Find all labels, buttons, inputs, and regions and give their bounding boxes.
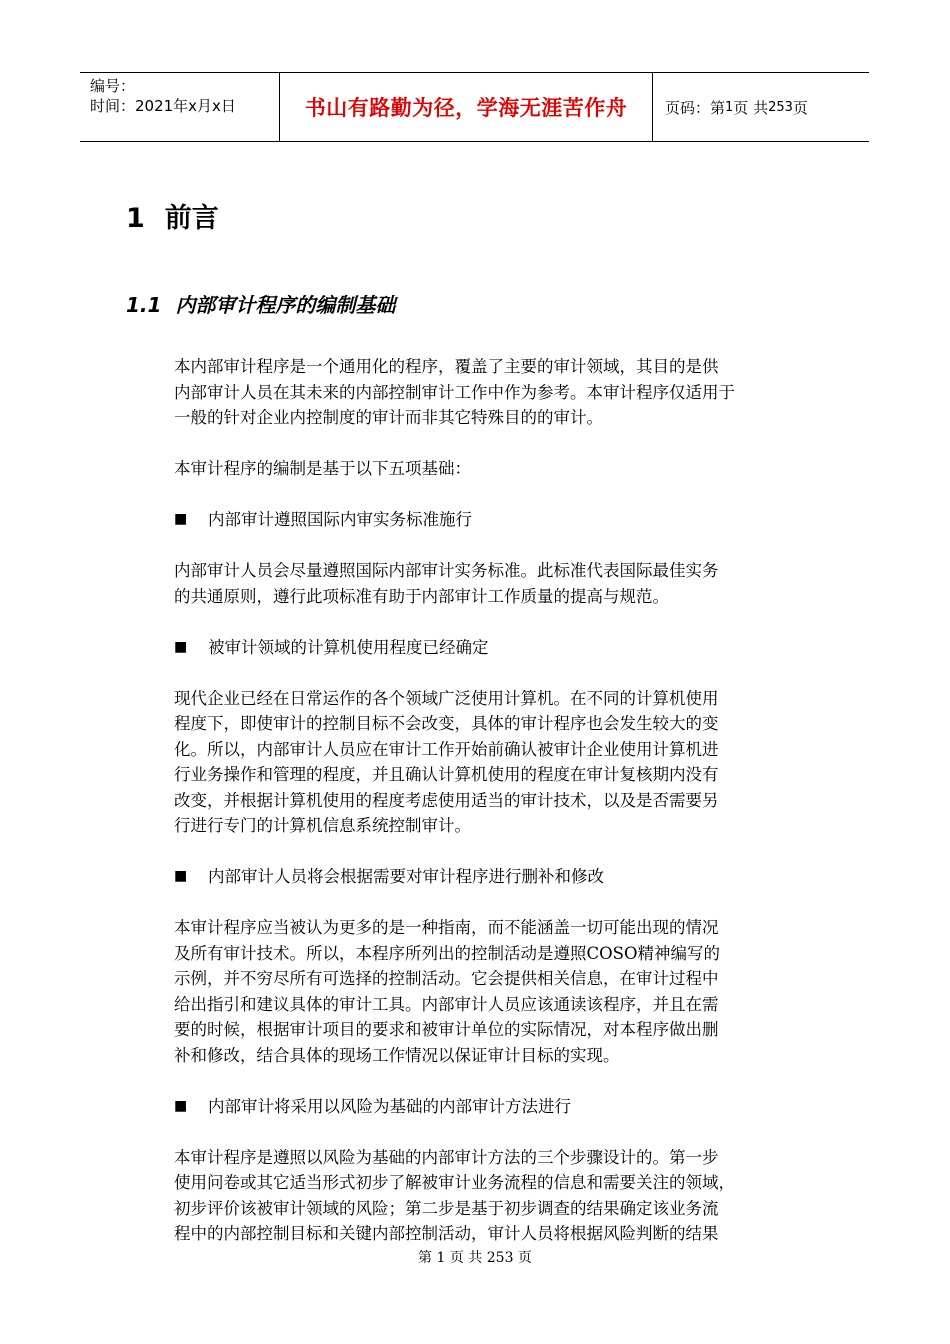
paragraph-risk xyxy=(174,1145,824,1247)
subsection-title: 内部审计程序的编制基础 xyxy=(175,293,396,317)
bullet-text: 内部审计遵照国际内审实务标准施行 xyxy=(208,510,472,529)
text-line: 程度下，即使审计的控制目标不会改变，具体的审计程序也会发生较大的变 xyxy=(174,714,719,733)
subsection-heading xyxy=(126,289,395,318)
page-label-prefix: 页码：第 xyxy=(665,98,726,117)
text-line: 内部审计人员会尽量遵照国际内部审计实务标准。此标准代表国际最佳实务 xyxy=(174,561,719,580)
header-page-info xyxy=(653,73,869,141)
header-motto: 书山有路勤为径，学海无涯苦作舟 xyxy=(280,73,653,141)
bullet-square-icon: ■ xyxy=(174,868,188,884)
paragraph-computer xyxy=(174,686,824,839)
text-line: 内部审计人员在其未来的内部控制审计工作中作为参考。本审计程序仅适用于 xyxy=(174,382,735,402)
number-label: 编号： xyxy=(90,77,136,95)
bullet-square-icon: ■ xyxy=(174,1097,188,1114)
section-title: 前言 xyxy=(164,203,219,234)
text-line: 本审计程序是遵照以风险为基础的内部审计方法的三个步骤设计的。第一步 xyxy=(174,1147,719,1167)
bullet-square-icon: ■ xyxy=(174,511,188,527)
text-line: 要的时候，根据审计项目的要求和被审计单位的实际情况，对本程序做出删 xyxy=(174,1020,719,1039)
body-content xyxy=(174,354,824,1247)
section-number: 1 xyxy=(126,203,145,234)
paragraph-basis: 本审计程序的编制是基于以下五项基础： xyxy=(174,459,471,478)
text-line: 程中的内部控制目标和关键内部控制活动，审计人员将根据风险判断的结果 xyxy=(174,1224,719,1243)
page-total: 253 xyxy=(768,99,793,115)
paragraph-intro xyxy=(174,354,824,431)
bullet-item-3 xyxy=(174,864,824,890)
page-header xyxy=(80,72,869,142)
text-line: 化。所以，内部审计人员应在审计工作开始前确认被审计企业使用计算机进 xyxy=(174,739,719,759)
text-line: 给出指引和建议具体的审计工具。内部审计人员应该通读该程序，并且在需 xyxy=(174,994,719,1014)
bullet-item-1 xyxy=(174,507,824,533)
text-line: 一般的针对企业内控制度的审计而非其它特殊目的的审计。 xyxy=(174,408,603,427)
text-line: 现代企业已经在日常运作的各个领域广泛使用计算机。在不同的计算机使用 xyxy=(174,688,719,708)
page-current: 1 xyxy=(725,99,734,115)
text-line: 初步评价该被审计领域的风险；第二步是基于初步调查的结果确定该业务流 xyxy=(174,1198,719,1218)
bullet-text: 内部审计将采用以风险为基础的内部审计方法进行 xyxy=(208,1096,571,1116)
page-label-suffix: 页 xyxy=(792,98,808,117)
text-line: 及所有审计技术。所以，本程序所列出的控制活动是遵照COSO精神编写的 xyxy=(174,943,720,963)
text-line: 改变，并根据计算机使用的程度考虑使用适当的审计技术，以及是否需要另 xyxy=(174,790,719,810)
page-label-mid: 页 共 xyxy=(733,98,769,117)
text-line: 示例，并不穷尽所有可选择的控制活动。它会提供相关信息，在审计过程中 xyxy=(174,969,719,988)
section-heading xyxy=(126,196,219,235)
time-label: 时间：2021年x月x日 xyxy=(90,97,236,115)
text-line: 行业务操作和管理的程度，并且确认计算机使用的程度在审计复核期内没有 xyxy=(174,765,719,784)
bullet-item-4 xyxy=(174,1094,824,1120)
bullet-item-2 xyxy=(174,635,824,661)
subsection-number: 1.1 xyxy=(126,293,162,317)
text-line: 补和修改，结合具体的现场工作情况以保证审计目标的实现。 xyxy=(174,1045,620,1065)
bullet-text: 内部审计人员将会根据需要对审计程序进行删补和修改 xyxy=(208,867,604,886)
paragraph-standards xyxy=(174,558,824,609)
paragraph-guide xyxy=(174,915,824,1068)
bullet-square-icon: ■ xyxy=(174,638,188,655)
text-line: 本内部审计程序是一个通用化的程序，覆盖了主要的审计领域，其目的是供 xyxy=(174,357,719,376)
bullet-text: 被审计领域的计算机使用程度已经确定 xyxy=(208,637,489,657)
text-line: 本审计程序应当被认为更多的是一种指南，而不能涵盖一切可能出现的情况 xyxy=(174,918,719,937)
header-meta xyxy=(80,73,280,141)
text-line: 使用问卷或其它适当形式初步了解被审计业务流程的信息和需要关注的领域， xyxy=(174,1173,735,1192)
page-footer: 第 1 页 共 253 页 xyxy=(418,1250,532,1266)
text-line: 行进行专门的计算机信息系统控制审计。 xyxy=(174,816,471,835)
text-line: 的共通原则，遵行此项标准有助于内部审计工作质量的提高与规范。 xyxy=(174,586,669,606)
